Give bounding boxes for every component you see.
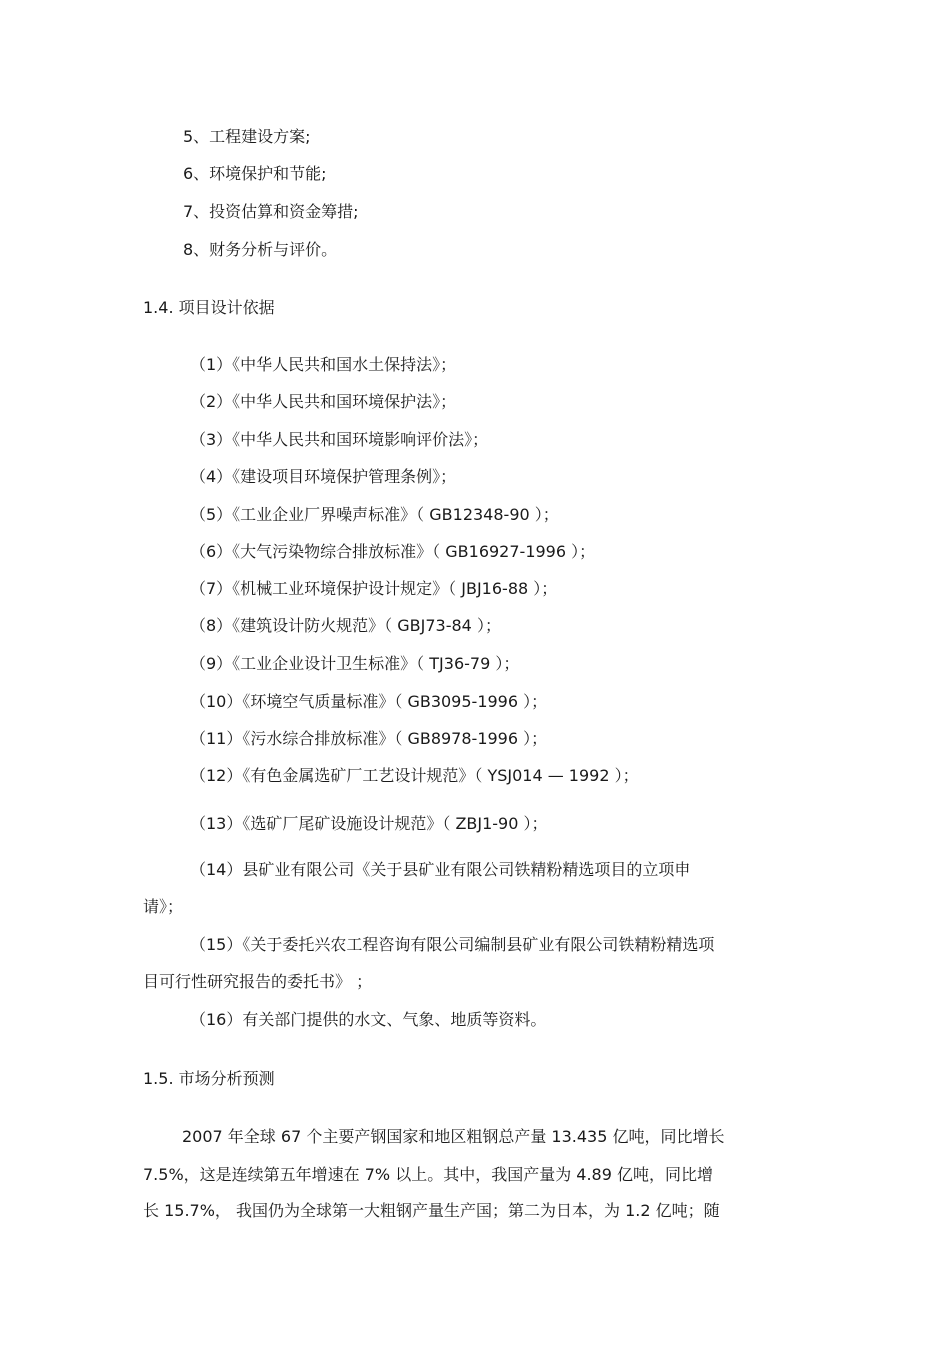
- reference-item-14-line1: （14）县矿业有限公司《关于县矿业有限公司铁精粉精选项目的立项申: [190, 860, 691, 879]
- reference-item-15-line2: 目可行性研究报告的委托书》 ；: [143, 972, 373, 991]
- reference-item: （13）《选矿厂尾矿设施设计规范》（ ZBJ1-90 ）；: [190, 814, 548, 833]
- reference-item: （2）《中华人民共和国环境保护法》；: [190, 392, 457, 411]
- reference-item: （6）《大气污染物综合排放标准》（ GB16927-1996 ）；: [190, 542, 596, 561]
- section-heading-1-4: 1.4. 项目设计依据: [143, 298, 275, 317]
- reference-item-16: （16）有关部门提供的水文、气象、地质等资料。: [190, 1010, 547, 1029]
- reference-item-15-line1: （15）《关于委托兴农工程咨询有限公司编制县矿业有限公司铁精粉精选项: [190, 935, 715, 954]
- reference-item-14-line2: 请》；: [143, 897, 184, 916]
- paragraph-line: 7.5%，这是连续第五年增速在 7% 以上。其中，我国产量为 4.89 亿吨，同比增: [143, 1165, 714, 1184]
- reference-item: （8）《建筑设计防火规范》（ GBJ73-84 ）；: [190, 616, 501, 635]
- reference-item: （12）《有色金属选矿厂工艺设计规范》（ YSJ014 — 1992 ）；: [190, 766, 639, 785]
- reference-item: （1）《中华人民共和国水土保持法》；: [190, 355, 457, 374]
- reference-item: （5）《工业企业厂界噪声标准》（ GB12348-90 ）；: [190, 505, 559, 524]
- section-heading-1-5: 1.5. 市场分析预测: [143, 1069, 275, 1088]
- reference-item: （7）《机械工业环境保护设计规定》（ JBJ16-88 ）；: [190, 579, 558, 598]
- contents-item: 7、投资估算和资金筹措;: [183, 202, 359, 221]
- contents-item: 5、工程建设方案;: [183, 127, 311, 146]
- paragraph-line: 2007 年全球 67 个主要产钢国家和地区粗钢总产量 13.435 亿吨，同比增长: [182, 1127, 725, 1146]
- contents-item: 8、财务分析与评价。: [183, 240, 338, 259]
- paragraph-line: 长 15.7%， 我国仍为全球第一大粗钢产量生产国；第二为日本，为 1.2 亿吨；随: [143, 1201, 720, 1220]
- contents-item: 6、环境保护和节能;: [183, 164, 327, 183]
- reference-item: （9）《工业企业设计卫生标准》（ TJ36-79 ）；: [190, 654, 520, 673]
- reference-item: （11）《污水综合排放标准》（ GB8978-1996 ）；: [190, 729, 548, 748]
- reference-item: （10）《环境空气质量标准》（ GB3095-1996 ）；: [190, 692, 548, 711]
- reference-item: （3）《中华人民共和国环境影响评价法》；: [190, 430, 489, 449]
- reference-item: （4）《建设项目环境保护管理条例》；: [190, 467, 457, 486]
